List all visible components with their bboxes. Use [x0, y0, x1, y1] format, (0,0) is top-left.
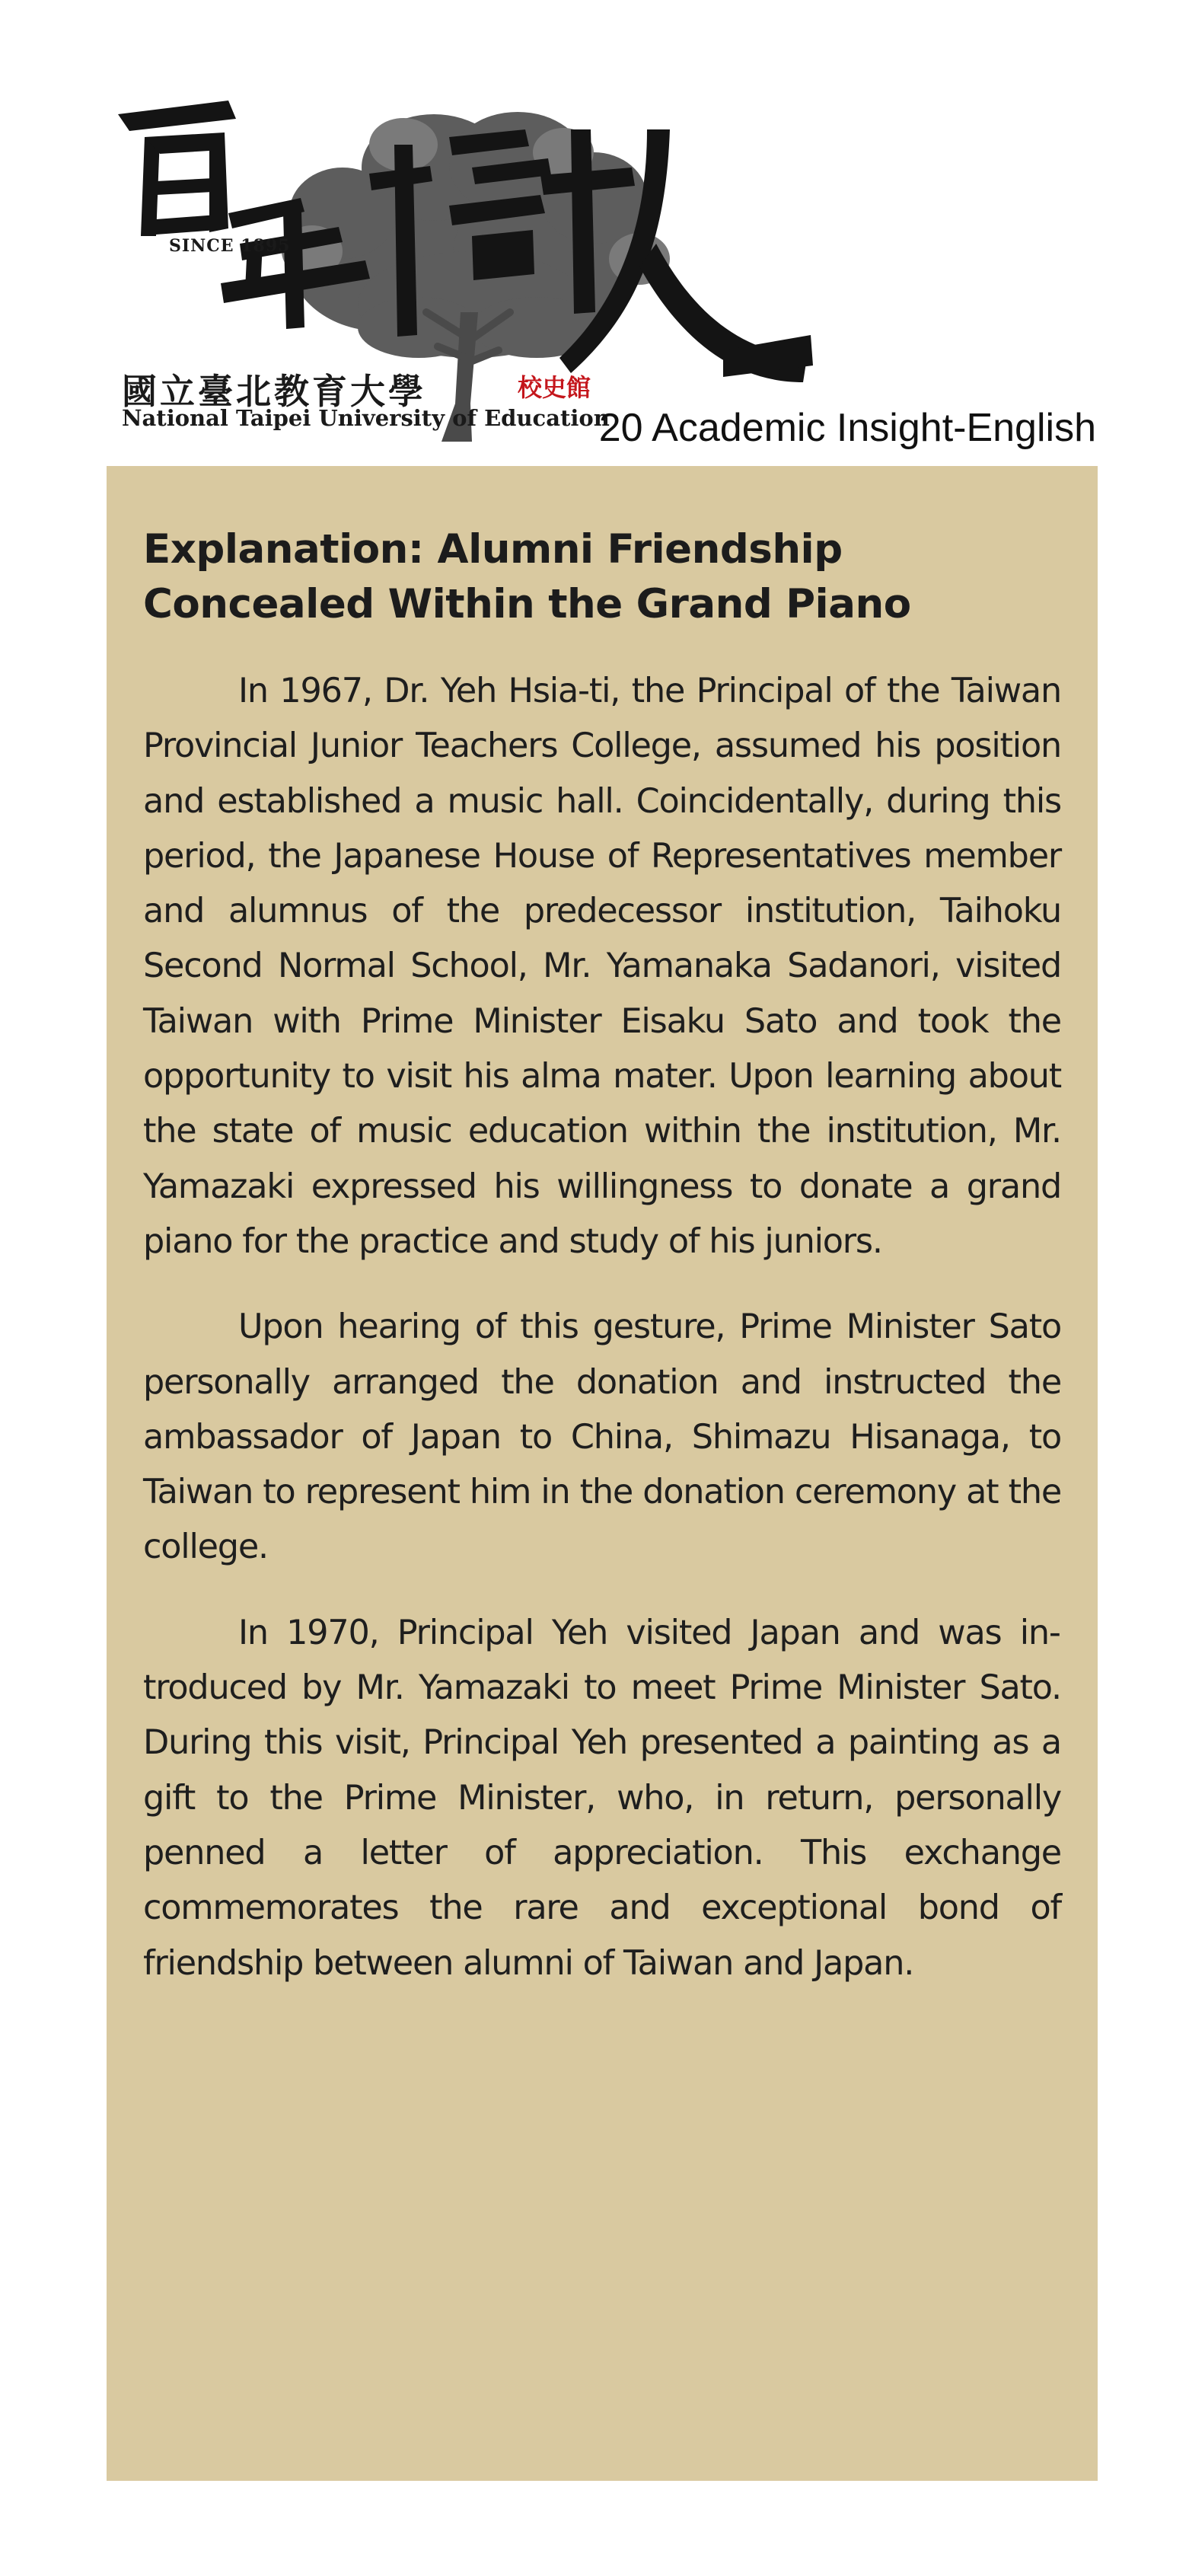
paragraph: Upon hearing of this gesture, Prime Minister Sato personally arranged the donation and instructed the ambassador of Japan to China, Shimazu Hisanaga, to Taiwan to represent him in the donation ceremony at the college. [143, 1307, 1061, 1567]
paragraph: In 1967, Dr. Yeh Hsia-ti, the Principal of the Taiwan Provincial Junior Teachers College, assumed his position and established a music hall. Coincidentally, during this period, the Japanese House of Representatives member and alumnus of the predecessor institution, Taihoku Second Normal School, Mr. Yamanaka Sadanori, visited Taiwan with Prime Minister Eisaku Sato and took the opportunity to visit his alma mater. Upon learning about the state of music education within the institution, Mr. Yamazaki expressed his willingness to donate a grand piano for the practice and study of his juniors. [143, 672, 1061, 1261]
history-museum-seal: 校史館 [518, 373, 591, 402]
university-name-english: National Taipei University of Education [122, 405, 610, 431]
page-header [0, 0, 1189, 464]
since-year-label: SINCE 1895 [169, 236, 291, 256]
series-label: 20 Academic Insight-English [598, 406, 1096, 450]
content-panel [107, 466, 1098, 2481]
article-title: Explanation: Alumni Friendship Concealed Within the Grand Piano [143, 526, 911, 627]
university-name-chinese: 國立臺北教育大學 [122, 371, 426, 412]
paragraph: In 1970, Principal Yeh visited Japan and was introduced by Mr. Yamazaki to meet Prime Minister Sato. During this visit, Principal Yeh presented a painting as a gift to the Prime Minister, who, in return, personally penned a letter of appreciation. This exchange commemorates the rare and exceptional bond of friendship between alumni of Taiwan and Japan. [143, 1613, 1061, 1983]
article-body [143, 664, 1061, 2022]
